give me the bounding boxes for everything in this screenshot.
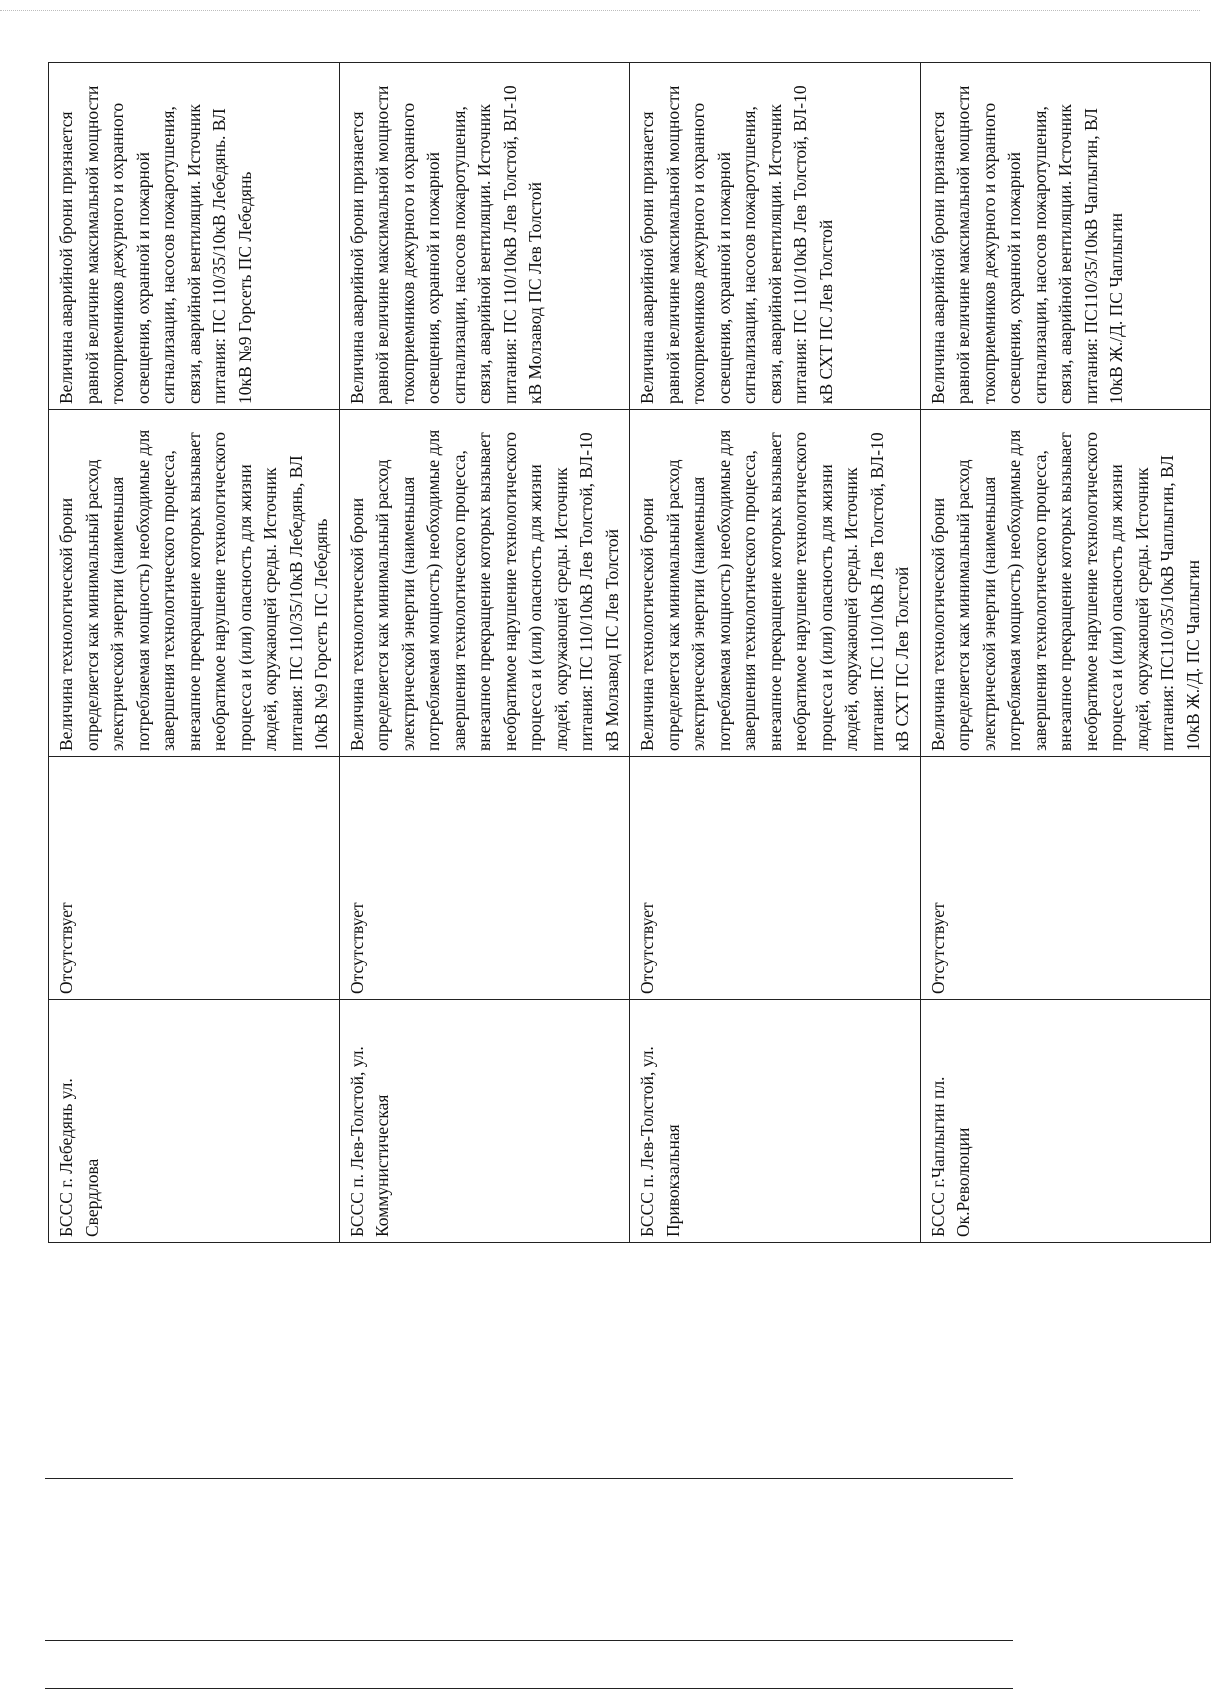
scan-top-edge [0,10,1200,11]
rotated-page-content [48,63,1203,1243]
object-cell: БССС г.Чаплыгин пл. Ок.Революции [920,1000,1211,1243]
status-cell: Отсутствует [339,757,630,1000]
status-cell: Отсутствует [920,757,1211,1000]
table-row [49,63,340,1243]
object-cell: БССС г. Лебедянь ул. Свердлова [49,1000,340,1243]
table-row [339,63,630,1243]
divider-line [45,1478,1013,1479]
table-row [920,63,1211,1243]
status-cell: Отсутствует [630,757,921,1000]
status-cell: Отсутствует [49,757,340,1000]
tech-reserve-cell: Величина технологической брони определяется как минимальный расход электрической энергии (наименьшая потребляемая мощность) необходимые для завершения технологического процесса, внезапное прекращение которых вызывает необратимое нарушение технологического процесса и (или) опасность для жизни людей, окружающей среды. Источник питания: ПС 110/10кВ Лев Толстой, ВЛ-10 кВ СХТ ПС Лев Толстой [630,410,921,757]
reserve-table [48,62,1211,1243]
object-cell: БССС п. Лев-Толстой, ул. Коммунистическая [339,1000,630,1243]
emergency-reserve-cell: Величина аварийной брони признается равной величине максимальной мощности токоприемников дежурного и охранного освещения, охранной и пожарной сигнализации, насосов пожаротушения, связи, аварийной вентиляции. Источник питания: ПС 110/35/10кВ Лебедянь. ВЛ 10кВ №9 Горсеть ПС Лебедянь [49,63,340,410]
tech-reserve-cell: Величина технологической брони определяется как минимальный расход электрической энергии (наименьшая потребляемая мощность) необходимые для завершения технологического процесса, внезапное прекращение которых вызывает необратимое нарушение технологического процесса и (или) опасность для жизни людей, окружающей среды. Источник питания: ПС110/35/10кВ Чаплыгин, ВЛ 10кВ Ж./Д. ПС Чаплыгин [920,410,1211,757]
emergency-reserve-cell: Величина аварийной брони признается равной величине максимальной мощности токоприемников дежурного и охранного освещения, охранной и пожарной сигнализации, насосов пожаротушения, связи, аварийной вентиляции. Источник питания: ПС 110/10кВ Лев Толстой, ВЛ-10 кВ СХТ ПС Лев Толстой [630,63,921,410]
table-row [630,63,921,1243]
tech-reserve-cell: Величина технологической брони определяется как минимальный расход электрической энергии (наименьшая потребляемая мощность) необходимые для завершения технологического процесса, внезапное прекращение которых вызывает необратимое нарушение технологического процесса и (или) опасность для жизни людей, окружающей среды. Источник питания: ПС 110/10кВ Лев Толстой, ВЛ-10 кВ Молзавод ПС Лев Толстой [339,410,630,757]
emergency-reserve-cell: Величина аварийной брони признается равной величине максимальной мощности токоприемников дежурного и охранного освещения, охранной и пожарной сигнализации, насосов пожаротушения, связи, аварийной вентиляции. Источник питания: ПС110/35/10кВ Чаплыгин, ВЛ 10кВ Ж./Д. ПС Чаплыгин [920,63,1211,410]
divider-line [45,1640,1013,1641]
divider-line [45,1688,1013,1689]
object-cell: БССС п. Лев-Толстой, ул. Привокзальная [630,1000,921,1243]
emergency-reserve-cell: Величина аварийной брони признается равной величине максимальной мощности токоприемников дежурного и охранного освещения, охранной и пожарной сигнализации, насосов пожаротушения, связи, аварийной вентиляции. Источник питания: ПС 110/10кВ Лев Толстой, ВЛ-10 кВ Молзавод ПС Лев Толстой [339,63,630,410]
tech-reserve-cell: Величина технологической брони определяется как минимальный расход электрической энергии (наименьшая потребляемая мощность) необходимые для завершения технологического процесса, внезапное прекращение которых вызывает необратимое нарушение технологического процесса и (или) опасность для жизни людей, окружающей среды. Источник питания: ПС 110/35/10кВ Лебедянь, ВЛ 10кВ №9 Горсеть ПС Лебедянь [49,410,340,757]
